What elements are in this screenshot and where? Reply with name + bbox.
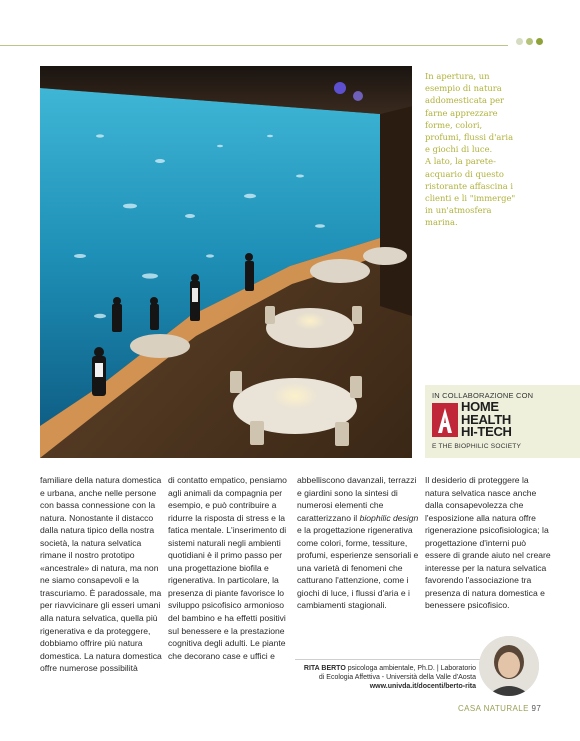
top-rule (0, 45, 508, 46)
author-role: psicologa ambientale, Ph.D. | Laboratorio (345, 665, 476, 672)
author-name: RITA BERTO (303, 665, 346, 672)
header-dots (516, 38, 543, 45)
author-affiliation: di Ecologia Affettiva - Università della Valle d'Aosta (318, 674, 476, 682)
body-column-3 (297, 474, 419, 612)
collaboration-label: IN COLLABORAZIONE CON (432, 391, 534, 400)
body-text-part: abbelliscono davanzali, terrazzi e giardini sono la sintesi di numerosi elementi che caratterizzano il (297, 475, 417, 523)
body-text: familiare della natura domestica e urbana, anche nelle persone con bassa connessione con la natura. Nonostante il distacco dalla natura tipico della nostra società, la natura selvatica rimane il nostro prototipo «ancestrale» di natura, ma non ne siamo consapevoli e la trascuriamo. È paradossale, ma per riavvicinare gli esseri umani alla natura selvatica, quella più rigenerativa e da proteggere, dobbiamo offrire più natura domestica. La natura domestica offre numerose possibilità (40, 475, 162, 674)
magazine-name: CASA NATURALE (458, 704, 529, 713)
header-dot (536, 38, 543, 45)
logo-line: HOME (461, 399, 499, 414)
body-column-2 (168, 474, 290, 662)
home-health-hitech-logo-icon (432, 403, 458, 437)
logo-line: HEALTH (461, 411, 511, 427)
body-text-part: e la progettazione rigenerativa come colori, forme, tessiture, profumi, esperienze sensoriali e una varietà di fenomeni che catturano l'attenzione, come i giochi di luce, i flussi d'aria e i cambiamenti stagionali. (297, 525, 419, 611)
body-text-italic: biophilic design (359, 512, 419, 523)
collaboration-box (425, 385, 580, 458)
page-number: 97 (531, 704, 542, 713)
body-text: di contatto empatico, pensiamo agli animali da compagnia per esempio, e può contribuire a ridurre la risposta di stress e la fatica mentale. L'inserimento di sistemi naturali negli ambienti quotidiani è il primo passo per una progettazione biofila e rigenerativa. In particolare, la presenza di piante favorisce lo sviluppo psicofisico armonioso del bambino e ha effetti positivi sul benessere e la prestazione cognitiva degli adulti. Le piante che decorano case e uffici e (168, 475, 287, 661)
photo-caption: In apertura, un esempio di natura addomesticata per farne apprezzare forme, colori, profumi, flussi d'aria e giochi di luce. A lato, la parete- acquario di questo ristorante affascina i clienti e li "immerge" in un'atmosfera marina. (425, 71, 516, 228)
header-dot (516, 38, 523, 45)
body-text: Il desiderio di proteggere la natura selvatica nasce anche dalla consapevolezza che l'esposizione alla natura offre rigenerazione psicofisiologica; la progettazione d'interni può essere di grande aiuto nel creare interesse per la natura selvatica favorendo l'associazione tra presenza di natura domestica e benessere psicofisico. (425, 475, 551, 611)
logo-wordmark (461, 401, 512, 439)
page-footer (458, 704, 541, 713)
author-box (290, 664, 476, 692)
logo-line: HI-TECH (461, 424, 512, 439)
header-dot (526, 38, 533, 45)
body-column-4 (425, 474, 553, 612)
author-avatar (479, 636, 539, 696)
body-text (297, 474, 419, 612)
author-link[interactable]: www.univda.it/docenti/berto-rita (369, 683, 476, 691)
body-column-1 (40, 474, 162, 675)
author-line-1 (290, 664, 476, 673)
author-divider (295, 659, 485, 660)
collaboration-subtitle: E THE BIOPHILIC SOCIETY (432, 443, 522, 450)
aquarium-restaurant-photo (40, 66, 412, 458)
